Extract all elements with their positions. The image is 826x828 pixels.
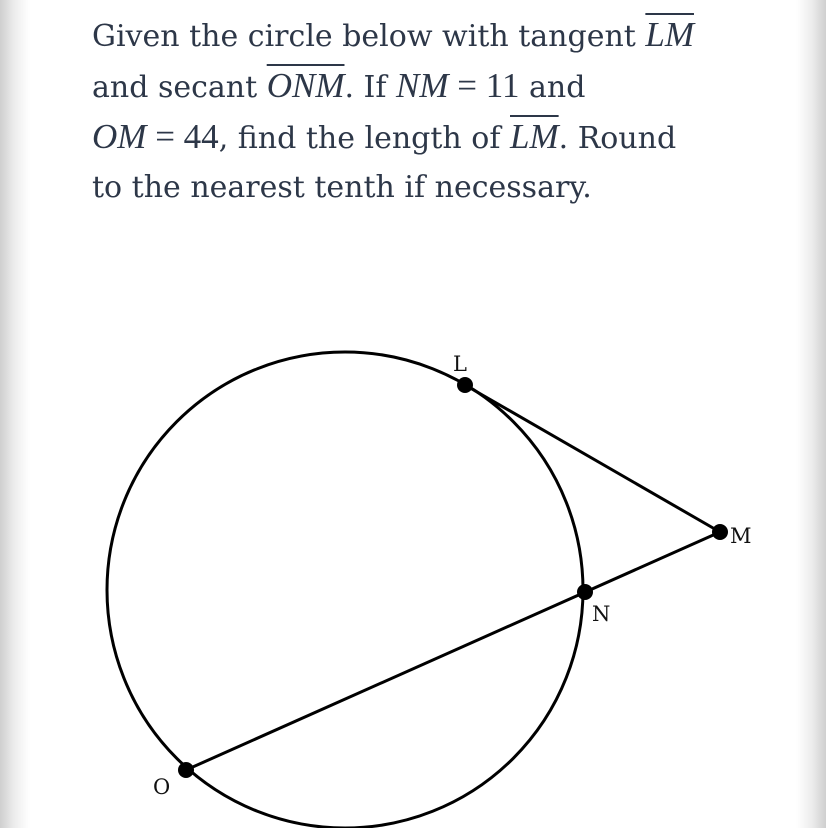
label-m: M (730, 524, 752, 548)
question-text-part: and (519, 70, 586, 105)
segment-onm-math: $\overline{ONM}$ (266, 66, 345, 105)
question-text-part: . If (344, 70, 397, 105)
circle (107, 352, 583, 828)
question-text-part: Given the circle below with tangent (92, 19, 646, 54)
segment-lm-math: $\overline{LM}$ (510, 117, 559, 156)
question-text-part: . Round (558, 121, 677, 156)
nm-math: NM (396, 66, 449, 105)
secant-segment-onm (186, 532, 720, 770)
question-text-part: , find the length of (218, 121, 510, 156)
point-m (712, 524, 728, 540)
point-l (457, 377, 473, 393)
om-math: OM (92, 117, 147, 156)
tangent-segment-lm (465, 385, 720, 532)
nm-value-math: = 11 (448, 66, 520, 105)
question-text-part: and secant (92, 70, 267, 105)
segment-lm-math: $\overline{LM}$ (645, 15, 694, 54)
point-n (577, 584, 593, 600)
om-value-math: = 44 (146, 117, 219, 156)
question-text-part: to the nearest tenth if necessary. (92, 170, 592, 205)
label-l: L (453, 352, 467, 376)
label-n: N (592, 602, 611, 626)
point-o (178, 762, 194, 778)
label-o: O (153, 775, 171, 799)
